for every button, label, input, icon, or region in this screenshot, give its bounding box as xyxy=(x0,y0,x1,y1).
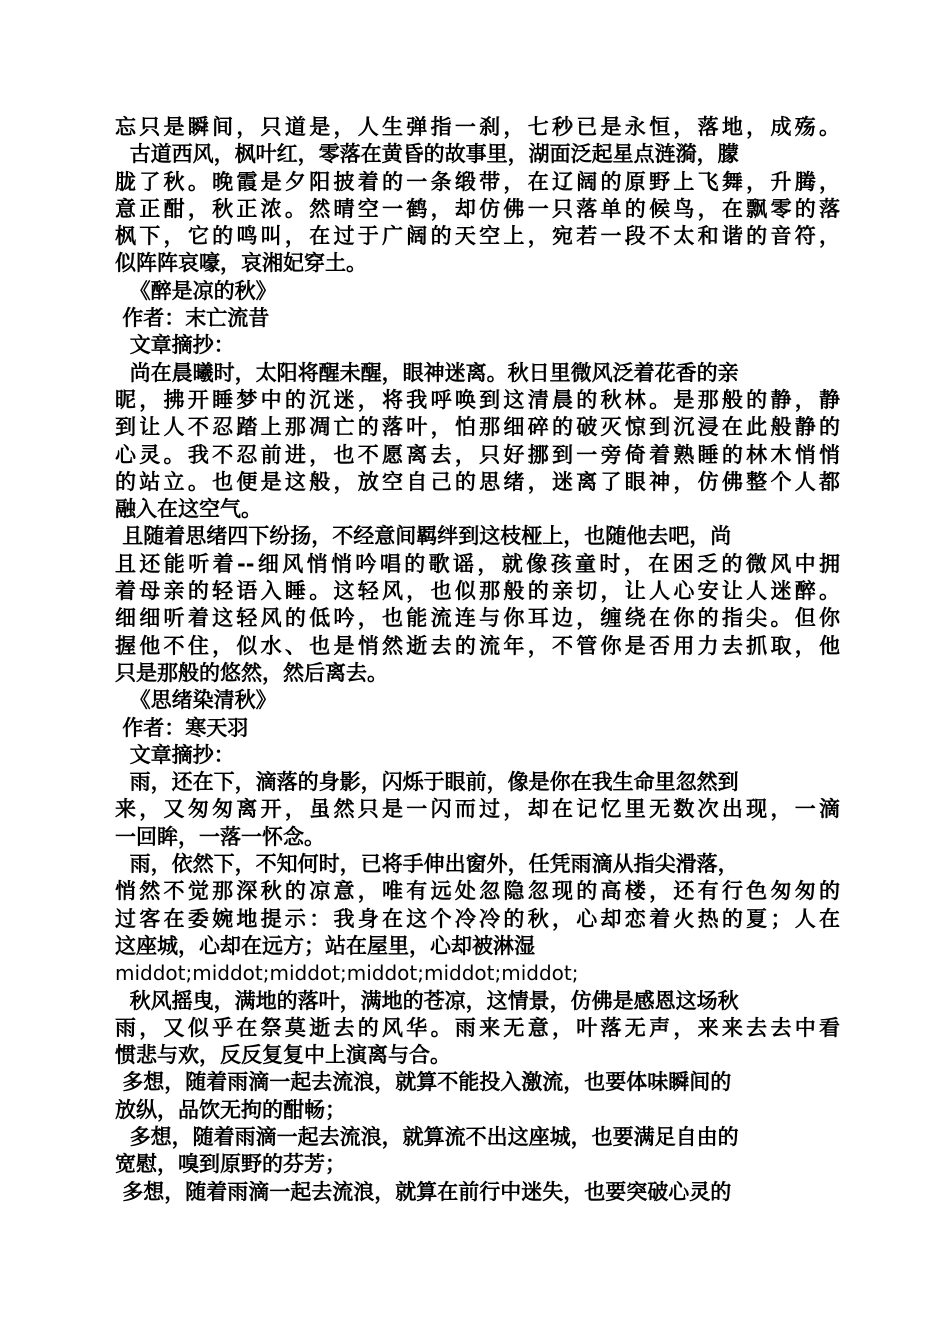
text-line: 只是那般的悠然，然后离去。 xyxy=(115,660,388,685)
text-line: 忘只是瞬间，只道是，人生弹指一刹，七秒已是永恒，落地，成殇。 xyxy=(115,115,840,139)
text-line: 悄然不觉那深秋的凉意，唯有远处忽隐忽现的高楼，还有行色匆匆的 xyxy=(115,879,840,904)
document-page xyxy=(115,114,840,1206)
text-line: 握他不住，似水、也是悄然逝去的流年，不管你是否用力去抓取，他 xyxy=(115,633,840,658)
text-line: 宽慰，嗅到原野的芬芳； xyxy=(115,1152,346,1177)
text-line: 细细听着这轻风的低吟，也能流连与你耳边，缠绕在你的指尖。但你 xyxy=(115,606,840,631)
text-line: 尚在晨曦时，太阳将醒未醒，眼神迷离。秋日里微风泛着花香的亲 xyxy=(115,360,739,385)
text-line: 一回眸，一落一怀念。 xyxy=(115,824,325,849)
text-line: 雨，还在下，滴落的身影，闪烁于眼前，像是你在我生命里忽然到 xyxy=(115,770,739,795)
text-line: 着母亲的轻语入睡。这轻风，也似那般的亲切，让人心安让人迷醉。 xyxy=(115,579,840,604)
text-line: 意正酣，秋正浓。然晴空一鹤，却仿佛一只落单的候鸟，在飘零的落 xyxy=(115,196,840,221)
text-line: 且随着思绪四下纷扬，不经意间羁绊到这枝桠上，也随他去吧，尚 xyxy=(115,524,732,549)
text-line: 且还能听着--细风悄悄吟唱的歌谣，就像孩童时，在困乏的微风中拥 xyxy=(115,551,840,576)
text-line: 似阵阵哀嚎，哀湘妃穿土。 xyxy=(115,251,367,276)
text-line: 作者：寒天羽 xyxy=(115,715,249,740)
text-line: 心灵。我不忍前进，也不愿离去，只好挪到一旁倚着熟睡的林木悄悄 xyxy=(115,442,840,467)
text-line: 多想，随着雨滴一起去流浪，就算流不出这座城，也要满足自由的 xyxy=(115,1124,739,1149)
text-line: 多想，随着雨滴一起去流浪，就算不能投入激流，也要体味瞬间的 xyxy=(115,1070,732,1095)
text-line: 来，又匆匆离开，虽然只是一闪而过，却在记忆里无数次出现，一滴 xyxy=(115,797,840,822)
text-line: 融入在这空气。 xyxy=(115,497,262,522)
text-line: 文章摘抄： xyxy=(115,742,235,767)
text-line: 昵，拂开睡梦中的沉迷，将我呼唤到这清晨的秋林。是那般的静，静 xyxy=(115,387,840,412)
text-line: 雨，依然下，不知何时，已将手伸出窗外，任凭雨滴从指尖滑落， xyxy=(115,852,739,877)
text-line: 雨，又似乎在祭莫逝去的风华。雨来无意，叶落无声，来来去去中看 xyxy=(115,1015,840,1040)
text-line: 到让人不忍踏上那凋亡的落叶，怕那细碎的破灭惊到沉浸在此般静的 xyxy=(115,415,840,440)
text-line: 作者：末亡流昔 xyxy=(115,306,270,331)
text-line: middot;middot;middot;middot;middot;middot; xyxy=(115,961,579,986)
text-line: 枫下，它的鸣叫，在过于广阔的天空上，宛若一段不太和谐的音符， xyxy=(115,224,840,249)
text-line: 《思绪染清秋》 xyxy=(115,688,277,713)
text-line: 古道西风，枫叶红，零落在黄昏的故事里，湖面泛起星点涟漪，朦 xyxy=(115,142,739,167)
text-line: 放纵，品饮无拘的酣畅； xyxy=(115,1097,346,1122)
text-line: 《醉是凉的秋》 xyxy=(115,278,277,303)
text-line: 胧了秋。晚霞是夕阳披着的一条缎带，在辽阔的原野上飞舞，升腾， xyxy=(115,169,840,194)
text-line: 多想，随着雨滴一起去流浪，就算在前行中迷失，也要突破心灵的 xyxy=(115,1179,732,1204)
text-line: 文章摘抄： xyxy=(115,333,235,358)
text-line: 过客在委婉地提示：我身在这个冷冷的秋，心却恋着火热的夏；人在 xyxy=(115,906,840,931)
text-line: 秋风摇曳，满地的落叶，满地的苍凉，这情景，仿佛是感恩这场秋 xyxy=(115,988,739,1013)
text-line: 惯悲与欢，反反复复中上演离与合。 xyxy=(115,1043,451,1068)
text-line: 这座城，心却在远方；站在屋里，心却被淋湿 xyxy=(115,933,535,958)
text-line: 的站立。也便是这般，放空自己的思绪，迷离了眼神，仿佛整个人都 xyxy=(115,469,840,494)
